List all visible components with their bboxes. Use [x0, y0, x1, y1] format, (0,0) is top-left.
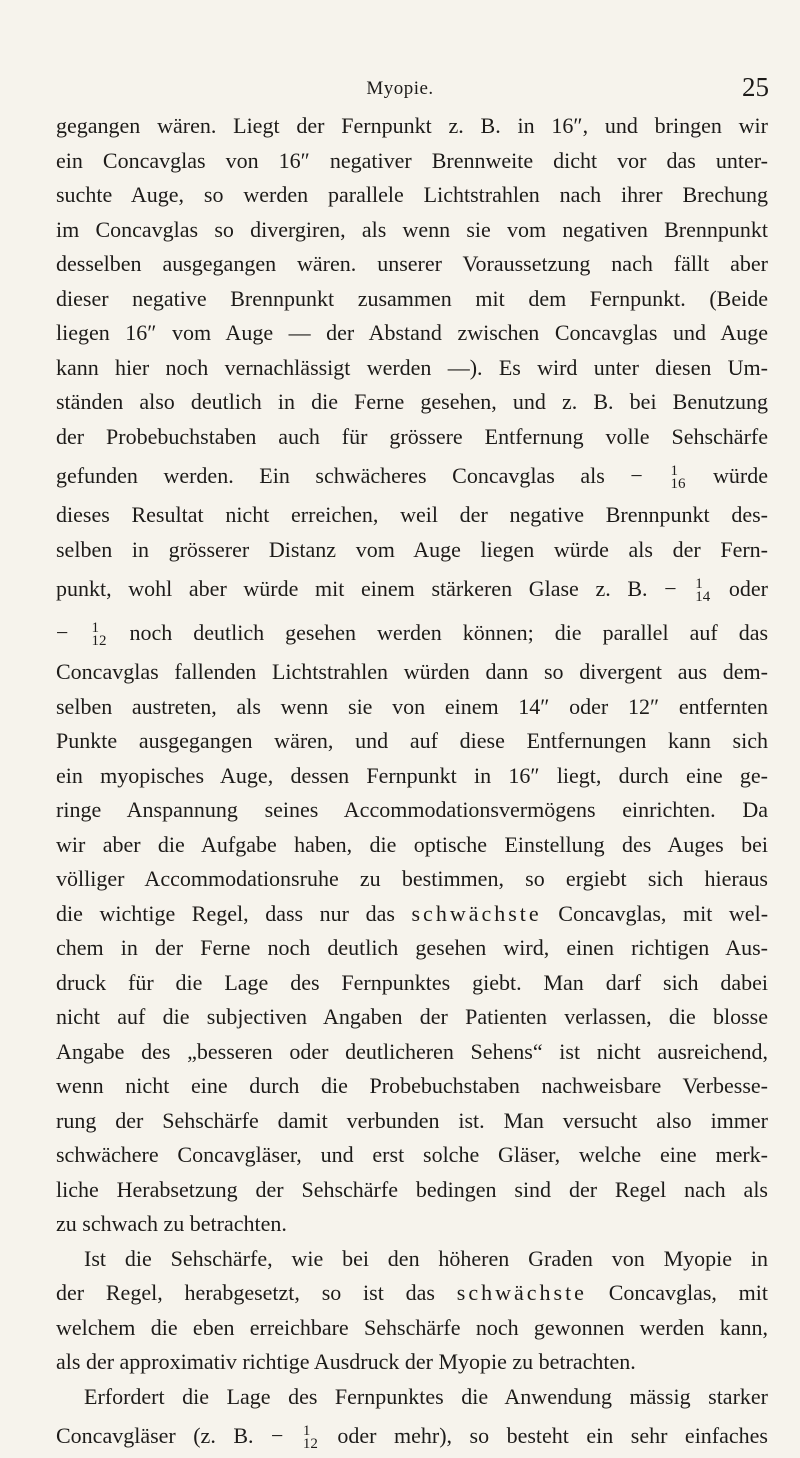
text-line: Punkte ausgegangen wären, und auf diese Entfernungen kann sich	[56, 728, 768, 753]
text-segment: −	[56, 620, 69, 645]
text-line: völliger Accommodationsruhe zu bestimmen, so ergiebt sich hieraus	[56, 866, 768, 891]
text-line: wir aber die Aufgabe haben, die optische Einstellung des Auges bei	[56, 831, 768, 857]
fraction-numerator: 1	[695, 575, 703, 592]
fraction-1-14	[695, 575, 711, 605]
text-line: Ist die Sehschärfe, wie bei den höheren Graden von Myopie in	[84, 1245, 768, 1271]
text-segment: würde	[713, 463, 769, 488]
text-line: Angabe des „besseren oder deutlicheren Sehens“ ist nicht ausreichend,	[56, 1038, 768, 1064]
text-segment: Concavgläser (z. B. −	[56, 1423, 284, 1448]
text-line: suchte Auge, so werden parallele Lichtstrahlen nach ihrer Brechung	[56, 182, 768, 207]
fraction-denominator: 14	[695, 588, 711, 605]
text-segment: oder	[728, 576, 769, 601]
text-line: rung der Sehschärfe damit verbunden ist. Man versucht also immer	[56, 1107, 768, 1133]
fraction-denominator: 16	[670, 475, 686, 492]
fraction-1-16	[670, 462, 686, 492]
text-line: zu schwach zu betrachten.	[56, 1211, 287, 1236]
text-line	[56, 567, 768, 611]
fraction-1-12	[302, 1422, 318, 1452]
fraction-denominator: 12	[91, 632, 107, 649]
text-line: chem in der Ferne noch deutlich gesehen wird, einen richtigen Aus-	[56, 935, 768, 960]
text-line	[56, 454, 768, 498]
fraction-numerator: 1	[91, 619, 99, 636]
text-line: gegangen wären. Liegt der Fernpunkt z. B. in 16″, und bringen wir	[56, 113, 768, 138]
text-line: desselben ausgegangen wären. unserer Voraussetzung nach fällt aber	[56, 251, 768, 276]
text-line: welchem die eben erreichbare Sehschärfe noch gewonnen werden kann,	[56, 1314, 768, 1340]
text-line	[56, 611, 768, 655]
text-segment: noch deutlich gesehen werden können; die parallel auf das	[129, 620, 769, 645]
text-line	[56, 897, 768, 932]
text-segment: die wichtige Regel, dass nur das	[56, 900, 395, 926]
fraction-numerator: 1	[670, 462, 678, 479]
text-line: ein Concavglas von 16″ negativer Brennweite dicht vor das unter-	[56, 147, 768, 173]
text-line: druck für die Lage des Fernpunktes giebt. Man darf sich dabei	[56, 969, 768, 995]
fraction-denominator: 12	[302, 1435, 318, 1452]
fraction-numerator: 1	[302, 1422, 311, 1439]
text-segment: gefunden werden. Ein schwächeres Concavglas als −	[56, 463, 643, 488]
text-line: der Probebuchstaben auch für grössere Entfernung volle Sehschärfe	[56, 423, 768, 449]
text-line: schwächere Concavgläser, und erst solche Gläser, welche eine merk-	[56, 1142, 768, 1167]
text-line: dieser negative Brennpunkt zusammen mit dem Fernpunkt. (Beide	[56, 285, 768, 311]
text-line: wenn nicht eine durch die Probebuchstaben nachweisbare Verbesse-	[56, 1073, 768, 1098]
text-line: Erfordert die Lage des Fernpunktes die Anwendung mässig starker	[84, 1383, 768, 1409]
text-line	[56, 1414, 768, 1458]
spaced-emphasis: schwächste	[456, 1280, 587, 1305]
text-segment: Concavglas, mit	[608, 1280, 769, 1305]
fraction-1-12	[91, 619, 107, 649]
text-line: Concavglas fallenden Lichtstrahlen würden dann so divergent aus dem-	[56, 659, 768, 684]
text-line: dieses Resultat nicht erreichen, weil der negative Brennpunkt des-	[56, 502, 768, 527]
text-line: als der approximativ richtige Ausdruck der Myopie zu betrachten.	[56, 1349, 636, 1374]
text-segment: der Regel, herabgesetzt, so ist das	[56, 1280, 435, 1305]
text-segment: punkt, wohl aber würde mit einem stärkeren Glase z. B. −	[56, 576, 677, 601]
text-line	[56, 1276, 768, 1311]
text-line: ein myopisches Auge, dessen Fernpunkt in 16″ liegt, durch eine ge-	[56, 762, 768, 788]
text-line: ringe Anspannung seines Accommodationsvermögens einrichten. Da	[56, 797, 768, 822]
body-text	[56, 109, 768, 1458]
text-line: selben in grösserer Distanz vom Auge liegen würde als der Fern-	[56, 536, 768, 562]
spaced-emphasis: schwächste	[411, 900, 542, 926]
text-line: selben austreten, als wenn sie von einem 14″ oder 12″ entfernten	[56, 693, 768, 719]
text-line: ständen also deutlich in die Ferne gesehen, und z. B. bei Benutzung	[56, 389, 768, 414]
text-segment: oder mehr), so besteht ein sehr einfaches	[337, 1423, 768, 1448]
text-line: im Concavglas so divergiren, als wenn sie vom negativen Brennpunkt	[56, 216, 768, 242]
text-segment: Concavglas, mit wel-	[558, 900, 769, 926]
page-header	[0, 72, 800, 106]
text-line: nicht auf die subjectiven Angaben der Patienten verlassen, die blosse	[56, 1004, 768, 1029]
page-number: 25	[742, 72, 769, 102]
text-line: liche Herabsetzung der Sehschärfe bedingen sind der Regel nach als	[56, 1176, 768, 1202]
text-line: kann hier noch vernachlässigt werden —). Es wird unter diesen Um-	[56, 354, 768, 380]
text-line: liegen 16″ vom Auge — der Abstand zwischen Concavglas und Auge	[56, 320, 768, 345]
running-title: Myopie.	[366, 78, 434, 99]
